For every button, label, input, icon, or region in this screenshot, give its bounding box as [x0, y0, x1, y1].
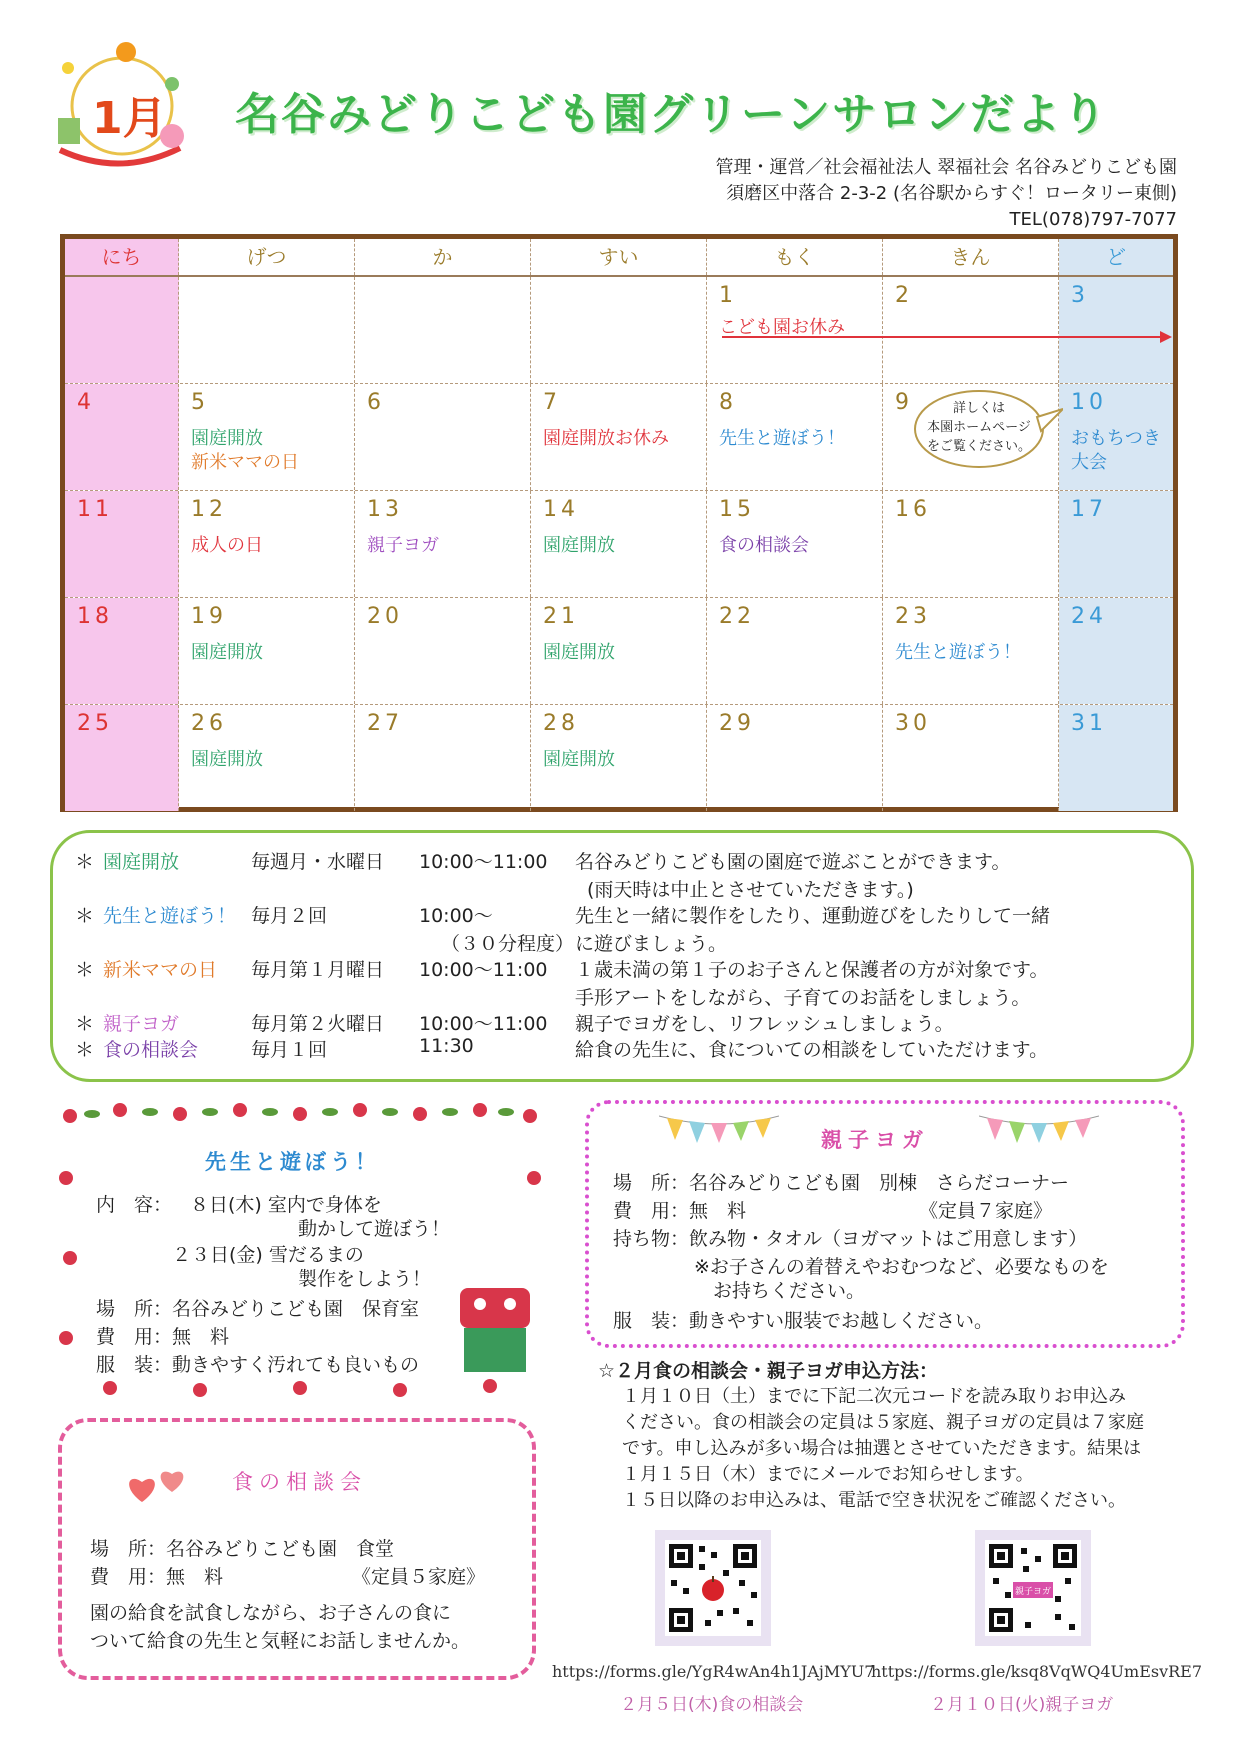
day-event: おもちつき	[1071, 428, 1161, 449]
shoku-desc-2: ついて給食の先生と気軽にお話しませんか。	[90, 1630, 471, 1652]
calendar-day	[1059, 384, 1173, 490]
day-event: 園庭開放	[543, 535, 615, 556]
sensei-content-1a: ８日(木) 室内で身体を	[190, 1194, 382, 1216]
qr-code-shoku[interactable]	[655, 1530, 771, 1646]
day-number: 26	[191, 711, 227, 736]
weekday-header: きん	[883, 239, 1059, 275]
day-event: 園庭開放	[543, 642, 615, 663]
day-number: 6	[367, 390, 385, 415]
info-description: 先生と一緒に製作をしたり、運動遊びをしたりして一緒	[575, 905, 1051, 927]
weekday-header: すい	[531, 239, 707, 275]
shoku-section	[58, 1418, 536, 1680]
calendar-day	[65, 384, 179, 490]
day-number: 25	[77, 711, 113, 736]
day-event: 園庭開放お休み	[543, 428, 669, 449]
day-number: 17	[1071, 497, 1107, 522]
shoku-place: 場 所：名谷みどりこども園 食堂	[90, 1538, 395, 1560]
day-number: 19	[191, 604, 227, 629]
yoga-section	[585, 1100, 1185, 1348]
info-description: 親子でヨガをし、リフレッシュしましょう。	[575, 1013, 954, 1035]
calendar-week	[65, 705, 1173, 811]
info-program-name: 新米ママの日	[103, 959, 218, 981]
sensei-content-label: 内 容：	[96, 1194, 173, 1216]
qr-code-yoga[interactable]	[975, 1530, 1091, 1646]
day-number: 24	[1071, 604, 1107, 629]
day-number: 10	[1071, 390, 1107, 415]
calendar-day	[355, 491, 531, 597]
sensei-content-1b: 動かして遊ぼう！	[298, 1218, 451, 1240]
day-number: 21	[543, 604, 579, 629]
info-description: (雨天時は中止とさせていただきます。)	[587, 879, 914, 901]
calendar-day	[531, 705, 707, 811]
qr2-caption: ２月１０日(火)親子ヨガ	[930, 1695, 1114, 1715]
info-time: （３０分程度）	[441, 933, 575, 955]
day-number: 9	[895, 390, 913, 415]
apply-title: ☆２月食の相談会・親子ヨガ申込方法：	[598, 1360, 939, 1382]
day-number: 30	[895, 711, 931, 736]
qr1-caption: ２月５日(木)食の相談会	[620, 1695, 804, 1715]
calendar-day	[531, 277, 707, 383]
info-frequency: 毎月第１月曜日	[251, 959, 385, 981]
day-number: 8	[719, 390, 737, 415]
day-event: 園庭開放	[191, 428, 263, 449]
weekday-header: か	[355, 239, 531, 275]
day-number: 31	[1071, 711, 1107, 736]
bunting-left	[659, 1110, 779, 1146]
calendar-day	[1059, 598, 1173, 704]
calendar-header	[65, 239, 1173, 277]
info-description: に遊びましょう。	[575, 933, 728, 955]
sensei-section	[50, 1098, 550, 1398]
calendar-day	[65, 277, 179, 383]
day-event: こども園お休み	[719, 317, 845, 338]
yoga-place: 場 所：名谷みどりこども園 別棟 さらだコーナー	[613, 1172, 1070, 1194]
day-number: 4	[77, 390, 95, 415]
day-number: 15	[719, 497, 755, 522]
sensei-content-2a: ２３日(金) 雪だるまの	[172, 1244, 364, 1266]
yoga-title: 親子ヨガ	[821, 1128, 929, 1152]
yoga-note-2: お持ちください。	[713, 1280, 866, 1302]
info-time: 10:00〜11:00	[419, 959, 548, 981]
address-line: 須磨区中落合 2-3-2 (名谷駅からすぐ！ロータリー東側)	[726, 183, 1177, 204]
calendar-day	[179, 598, 355, 704]
calendar-day	[65, 705, 179, 811]
shoku-capacity: 《定員５家庭》	[352, 1566, 486, 1588]
address-block	[716, 155, 1177, 233]
day-event: 先生と遊ぼう！	[895, 642, 1021, 663]
yoga-clothes: 服 装：動きやすい服装でお越しください。	[613, 1310, 994, 1332]
address-line: TEL(078)797-7077	[1009, 209, 1177, 230]
weekday-header: もく	[707, 239, 883, 275]
sensei-clothes: 服 装：動きやすく汚れても良いもの	[96, 1354, 420, 1376]
calendar-day	[883, 598, 1059, 704]
sensei-content-2b: 製作をしよう！	[298, 1268, 432, 1290]
info-description: 給食の先生に、食についての相談をしていただけます。	[575, 1039, 1049, 1061]
day-event: 新米ママの日	[191, 452, 299, 473]
day-event: 食の相談会	[719, 535, 809, 556]
calendar-day	[355, 384, 531, 490]
day-number: 3	[1071, 283, 1089, 308]
calendar-day	[179, 277, 355, 383]
calendar-day	[707, 491, 883, 597]
hearts-icon	[122, 1462, 202, 1512]
day-number: 18	[77, 604, 113, 629]
yoga-fee: 費 用：無 料	[613, 1200, 747, 1222]
day-event: 親子ヨガ	[367, 535, 439, 556]
day-number: 12	[191, 497, 227, 522]
info-mark: ＊	[75, 959, 95, 981]
shoku-fee: 費 用：無 料	[90, 1566, 224, 1588]
day-number: 23	[895, 604, 931, 629]
calendar-weeks	[65, 277, 1173, 811]
day-event: 先生と遊ぼう！	[719, 428, 845, 449]
calendar-day	[179, 705, 355, 811]
calendar-day	[531, 491, 707, 597]
shishimai-illustration	[450, 1268, 540, 1378]
month-label: 1月	[92, 93, 167, 144]
calendar-day	[707, 705, 883, 811]
calendar-day	[355, 277, 531, 383]
program-info-box	[50, 830, 1194, 1082]
info-time: 10:00〜11:00	[419, 1013, 548, 1035]
info-frequency: 毎月第２火曜日	[251, 1013, 385, 1035]
day-number: 28	[543, 711, 579, 736]
yoga-items: 持ち物：飲み物・タオル（ヨガマットはご用意します）	[613, 1228, 1088, 1250]
day-event: 成人の日	[191, 535, 263, 556]
apply-line: １月１５日（木）までにメールでお知らせします。	[622, 1464, 1034, 1485]
apply-line: です。申し込みが多い場合は抽選とさせていただきます。結果は	[622, 1438, 1142, 1459]
page-title: 名谷みどりこども園グリーンサロンだより	[235, 89, 1109, 140]
holiday-arrow	[720, 325, 1180, 349]
qr2-url[interactable]: https://forms.gle/ksq8VqWQ4UmEsvRE7	[871, 1662, 1203, 1681]
info-frequency: 毎月１回	[251, 1039, 328, 1061]
day-number: 29	[719, 711, 755, 736]
apply-body	[622, 1384, 1144, 1514]
sensei-place: 場 所：名谷みどりこども園 保育室	[96, 1298, 420, 1320]
day-number: 14	[543, 497, 579, 522]
qr-yoga-label: 親子ヨガ	[1014, 1587, 1051, 1597]
info-description: 手形アートをしながら、子育てのお話をしましょう。	[575, 987, 1031, 1009]
info-program-name: 先生と遊ぼう！	[103, 905, 237, 927]
info-mark: ＊	[75, 905, 95, 927]
address-line: 管理・運営／社会福祉法人 翠福社会 名谷みどりこども園	[715, 157, 1177, 178]
calendar-day	[65, 598, 179, 704]
calendar-day	[531, 598, 707, 704]
day-event: 園庭開放	[191, 749, 263, 770]
calendar-day	[65, 491, 179, 597]
info-time: 10:00〜	[419, 905, 493, 927]
weekday-header: ど	[1059, 239, 1173, 275]
calendar-day	[179, 384, 355, 490]
info-program-name: 園庭開放	[103, 851, 180, 873]
info-time: 11:30	[419, 1035, 474, 1057]
info-frequency: 毎月２回	[251, 905, 328, 927]
day-number: 11	[77, 497, 113, 522]
info-mark: ＊	[75, 1039, 95, 1061]
info-mark: ＊	[75, 851, 95, 873]
day-number: 7	[543, 390, 561, 415]
apply-line: １月１０日（土）までに下記二次元コードを読み取りお申込み	[622, 1386, 1126, 1407]
day-number: 20	[367, 604, 403, 629]
homepage-callout	[913, 387, 1043, 467]
calendar-day	[883, 491, 1059, 597]
calendar-day	[531, 384, 707, 490]
weekday-header: にち	[65, 239, 179, 275]
sensei-fee: 費 用：無 料	[96, 1326, 230, 1348]
sensei-title: 先生と遊ぼう！	[205, 1150, 380, 1174]
day-number: 13	[367, 497, 403, 522]
calendar-day	[707, 598, 883, 704]
info-program-name: 親子ヨガ	[103, 1013, 180, 1035]
day-number: 2	[895, 283, 913, 308]
calendar-day	[883, 705, 1059, 811]
day-event: 園庭開放	[543, 749, 615, 770]
day-event: 大会	[1071, 452, 1107, 473]
day-number: 16	[895, 497, 931, 522]
apply-line: ください。食の相談会の定員は５家庭、親子ヨガの定員は７家庭	[622, 1412, 1144, 1433]
info-time: 10:00〜11:00	[419, 851, 548, 873]
calendar-day	[707, 384, 883, 490]
callout-line: をご覧ください。	[926, 439, 1031, 454]
day-number: 27	[367, 711, 403, 736]
calendar-day	[179, 491, 355, 597]
calendar-day	[355, 705, 531, 811]
qr1-url[interactable]: https://forms.gle/YgR4wAn4h1JAjMYU7	[552, 1662, 875, 1681]
calendar-day	[1059, 705, 1173, 811]
day-number: 1	[719, 283, 737, 308]
day-number: 5	[191, 390, 209, 415]
callout-line: 本園ホームページ	[927, 420, 1031, 435]
weekday-header: げつ	[179, 239, 355, 275]
day-number: 22	[719, 604, 755, 629]
shoku-desc-1: 園の給食を試食しながら、お子さんの食に	[90, 1602, 452, 1624]
bunting-right	[979, 1110, 1099, 1146]
info-description: １歳未満の第１子のお子さんと保護者の方が対象です。	[575, 959, 1049, 981]
info-frequency: 毎週月・水曜日	[251, 851, 385, 873]
calendar-week	[65, 491, 1173, 598]
calendar-day	[1059, 491, 1173, 597]
callout-line: 詳しくは	[952, 401, 1005, 416]
info-mark: ＊	[75, 1013, 95, 1035]
calendar-week	[65, 598, 1173, 705]
info-program-name: 食の相談会	[103, 1039, 199, 1061]
calendar	[60, 234, 1178, 812]
shoku-title: 食の相談会	[232, 1470, 367, 1494]
info-description: 名谷みどりこども園の園庭で遊ぶことができます。	[575, 851, 1011, 873]
calendar-day	[355, 598, 531, 704]
day-event: 園庭開放	[191, 642, 263, 663]
yoga-note-1: ※お子さんの着替えやおむつなど、必要なものを	[694, 1256, 1109, 1278]
apply-line: １５日以降のお申込みは、電話で空き状況をご確認ください。	[622, 1490, 1126, 1511]
yoga-capacity: 《定員７家庭》	[919, 1200, 1053, 1222]
